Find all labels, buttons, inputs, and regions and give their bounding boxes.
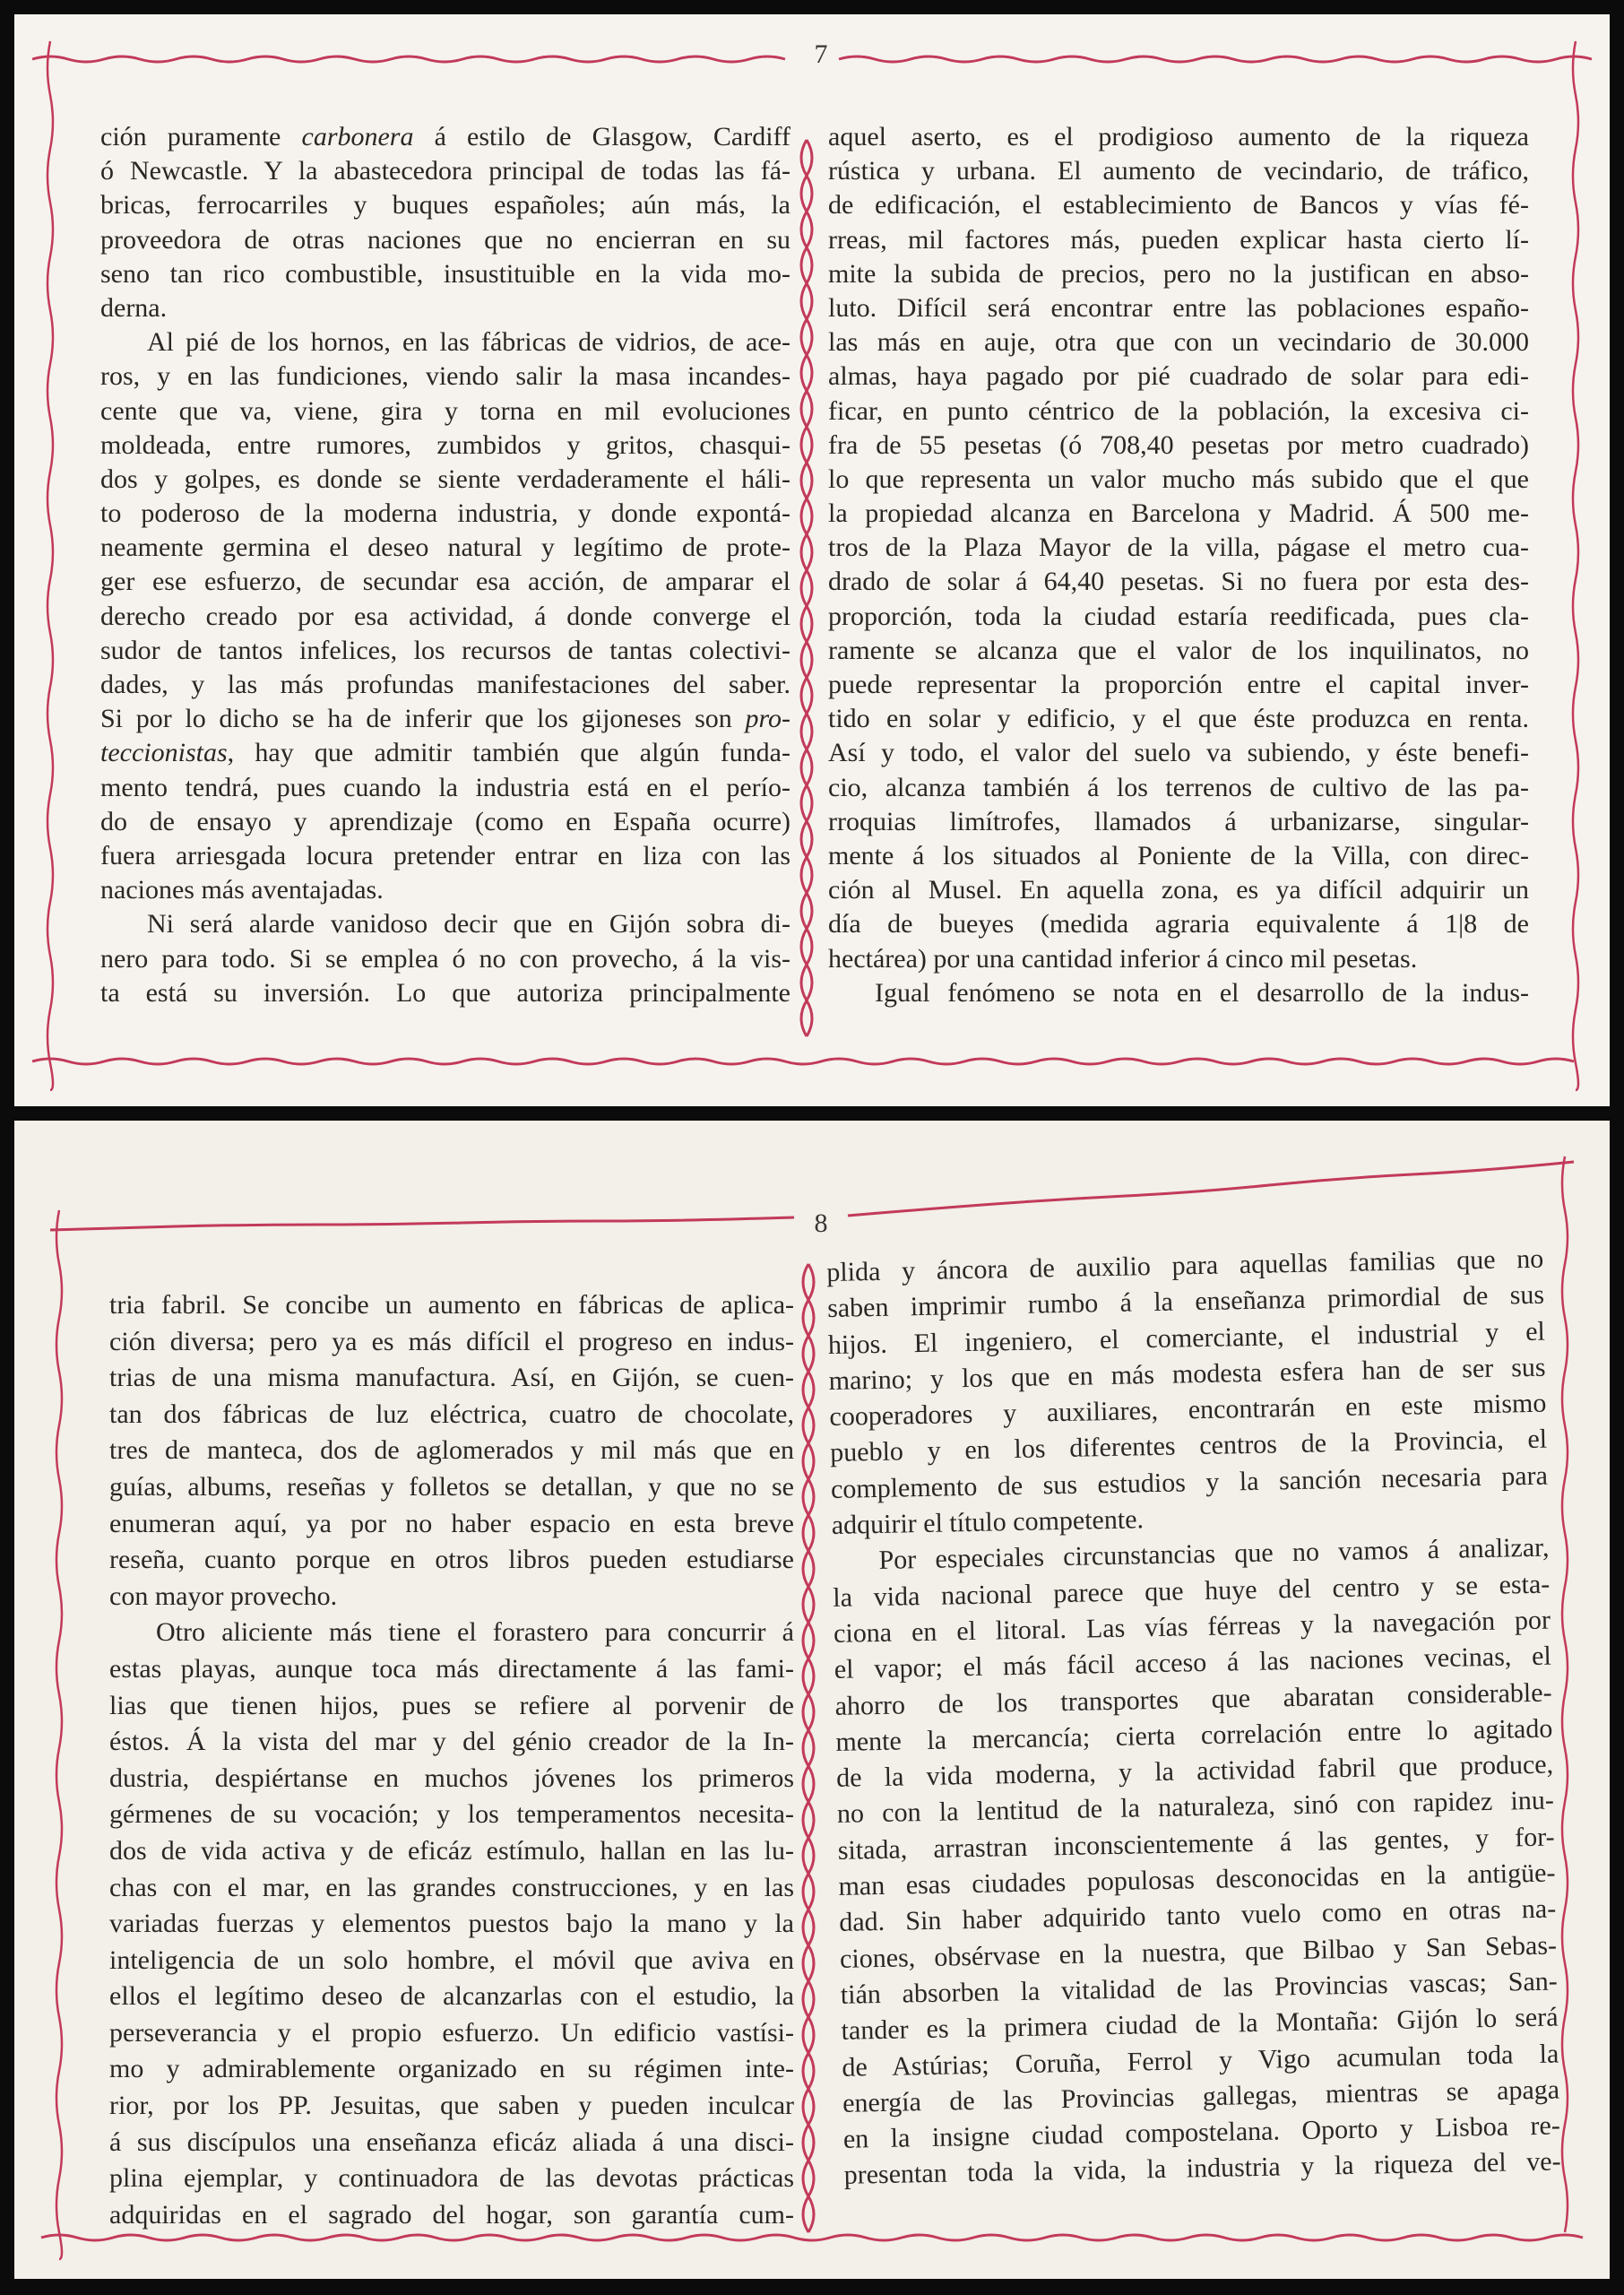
page-number: 7	[814, 39, 828, 69]
text-column-right	[828, 120, 1529, 1010]
text-line: mo y admirablemente organizado en su régimen inte-	[109, 2054, 794, 2084]
text-line: Al pié de los hornos, en las fábricas de vidrios, de ace-	[147, 327, 790, 358]
border-top-line-right	[848, 1162, 1574, 1216]
text-line: la propiedad alcanza en Barcelona y Madrid. Á 500 me-	[828, 498, 1529, 529]
text-line: presentan toda la vida, la industria y la riqueza del ve-	[843, 2146, 1561, 2191]
text-line: tres de manteca, dos de aglomerados y mil más que en	[109, 1435, 794, 1466]
text-line: neamente germina el deseo natural y legítimo de prote-	[100, 533, 790, 563]
text-line: ción diversa; pero ya es más difícil el progreso en indus-	[109, 1326, 794, 1356]
column-divider	[803, 1264, 814, 2232]
text-line: pueblo y en los diferentes centros de la Provincia, el	[829, 1425, 1548, 1468]
text-line: ramente se alcanza que el valor de los inquilinatos, no	[828, 635, 1529, 665]
text-line: Así y todo, el valor del suelo va subiendo, y éste benefi-	[828, 738, 1529, 768]
text-line: Otro aliciente más tiene el forastero para concurrir á	[156, 1617, 794, 1648]
text-line: mite la subida de precios, pero no la justifican en abso-	[828, 258, 1529, 289]
text-line: no con la lentitud de la naturaleza, sinó con rapidez inu-	[836, 1785, 1555, 1830]
text-line: marino; y los que en más modesta esfera han de ser sus	[828, 1352, 1546, 1396]
text-line: fuera arriesgada locura pretender entrar en liza con las	[100, 840, 790, 870]
text-line: do de ensayo y aprendizaje (como en España ocurre)	[100, 806, 790, 836]
text-line: de la vida moderna, y la actividad fabril que produce,	[835, 1749, 1554, 1794]
text-line: almas, haya pagado por pié cuadrado de solar para edi-	[828, 361, 1529, 392]
text-line: dustria, despiértanse en muchos jóvenes los primeros	[109, 1762, 794, 1793]
text-line: ó Newcastle. Y la abastecedora principal de todas las fá-	[100, 156, 790, 186]
text-line: moldeada, entre rumores, zumbidos y gritos, chasqui-	[100, 429, 790, 460]
text-column-right	[826, 1242, 1561, 2195]
text-line: ción puramente carbonera á estilo de Glasgow, Cardiff	[100, 122, 790, 152]
border-top-line-right	[839, 56, 1592, 62]
border-left-line	[48, 41, 53, 1090]
text-line: bricas, ferrocarriles y buques españoles; aún más, la	[100, 190, 790, 221]
text-line: gérmenes de su vocación; y los temperamentos necesita-	[109, 1799, 794, 1830]
text-line: el vapor; el más fácil acceso á las naciones vecinas, el	[834, 1641, 1552, 1685]
text-line: Si por lo dicho se ha de inferir que los gijoneses son pro-	[100, 704, 790, 734]
text-line: ellos el legítimo deseo de alcanzarlas con el estudio, la	[109, 1981, 794, 2012]
text-line: plina ejemplar, y continuadora de las devotas prácticas	[109, 2163, 794, 2194]
text-line: rreas, mil factores más, pueden explicar hasta cierto lí-	[828, 224, 1529, 255]
text-line: saben imprimir rumbo á la enseñanza primordial de sus	[826, 1279, 1545, 1324]
text-line: chas con el mar, en las grandes construcciones, y en las	[109, 1872, 794, 1902]
text-line: guías, albums, reseñas y folletos se detallan, y que no se	[109, 1471, 794, 1502]
text-line: mente á los situados al Poniente de la Villa, con direc-	[828, 840, 1529, 870]
text-line: éstos. Á la vista del mar y del génio creador de la In-	[109, 1727, 794, 1757]
text-line: derna.	[100, 292, 168, 323]
text-line: energía de las Provincias gallegas, mientras se apaga	[842, 2074, 1560, 2118]
text-line: ros, y en las fundiciones, viendo salir la masa incandes-	[100, 361, 790, 392]
text-line: en la insigne ciudad compostelana. Oporto y Lisboa re-	[842, 2110, 1561, 2154]
column-divider	[801, 140, 812, 1036]
text-line: á sus discípulos una enseñanza eficáz aliada á una disci-	[109, 2126, 794, 2157]
column-divider-mirror	[803, 1264, 814, 2232]
text-line: drado de solar á 64,40 pesetas. Si no fuera por esta des-	[828, 567, 1529, 597]
text-line: de Astúrias; Coruña, Ferrol y Vigo acumulan toda la	[842, 2039, 1559, 2083]
text-line: tián absorben la vitalidad de las Provincias vascas; San-	[840, 1966, 1559, 2010]
text-line: Ni será alarde vanidoso decir que en Gijón sobra di-	[147, 909, 790, 940]
text-line: trias de una misma manufactura. Así, en Gijón, se cuen-	[109, 1363, 794, 1393]
text-line: tander es la primera ciudad de la Montaña: Gijón lo será	[841, 2002, 1559, 2047]
text-line: cio, alcanza también á los terrenos de cultivo de las pa-	[828, 772, 1529, 802]
text-line: enumeran aquí, ya por no haber espacio en esta breve	[109, 1508, 794, 1538]
border-right-line	[1573, 41, 1578, 1090]
text-line: derecho creado por esa actividad, á donde converge el	[100, 601, 790, 631]
text-column-left	[109, 1287, 794, 2233]
text-line: inteligencia de un solo hombre, el móvil que aviva en	[109, 1944, 794, 1975]
text-line: tido en solar y edificio, y el que éste produzca en renta.	[828, 704, 1529, 734]
text-line: puede representar la proporción entre el capital inver-	[828, 670, 1529, 699]
text-line: ahorro de los transportes que abaratan considerable-	[834, 1677, 1552, 1721]
text-line: proporción, toda la ciudad estaría reedificada, pues cla-	[828, 601, 1529, 631]
text-line: mento tendrá, pues cuando la industria está en el perío-	[100, 772, 790, 802]
border-bottom-line	[41, 2235, 1583, 2240]
text-line: lias que tienen hijos, pues se refiere al porvenir de	[109, 1690, 794, 1720]
text-line: rústica y urbana. El aumento de vecindario, de tráfico,	[828, 156, 1529, 186]
text-line: las más en auje, otra que con un vecindario de 30.000	[828, 327, 1529, 358]
text-line: adquirir el título competente.	[831, 1504, 1145, 1541]
text-line: aquel aserto, es el prodigioso aumento de la riqueza	[828, 122, 1529, 152]
text-line: mente la mercancía; cierta correlación entre lo agitado	[835, 1713, 1553, 1757]
text-line: Igual fenómeno se nota en el desarrollo de la indus-	[875, 977, 1529, 1008]
text-line: luto. Difícil será encontrar entre las poblaciones españo-	[828, 292, 1529, 323]
text-line: de edificación, el establecimiento de Bancos y vías fé-	[828, 190, 1529, 221]
border-left-line	[56, 1210, 62, 2259]
text-line: dades, y las más profundas manifestaciones del saber.	[100, 670, 790, 699]
text-line: rior, por los PP. Jesuitas, que saben y pueden inculcar	[109, 2091, 794, 2121]
text-line: cente que va, viene, gira y torna en mil evoluciones	[100, 395, 790, 426]
text-line: to poderoso de la moderna industria, y donde expontá-	[100, 498, 790, 529]
text-line: adquiridas en el sagrado del hogar, son garantía cum-	[109, 2199, 794, 2230]
text-line: complemento de sus estudios y la sanción necesaria para	[830, 1460, 1549, 1504]
text-line: la vida nacional parece que huye del centro y se esta-	[833, 1569, 1551, 1613]
text-line: nero para todo. Si se emplea ó no con provecho, á la vis-	[100, 943, 790, 974]
text-line: ciona en el litoral. Las vías férreas y la navegación por	[833, 1605, 1551, 1649]
text-line: perseverancia y el propio esfuerzo. Un edificio vastísi-	[109, 2017, 794, 2048]
text-line: tan dos fábricas de luz eléctrica, cuatro de chocolate,	[109, 1399, 794, 1429]
column-divider-mirror	[801, 140, 812, 1036]
text-line: sudor de tantos infelices, los recursos de tantas colectivi-	[100, 635, 790, 665]
border-right-line	[1562, 1156, 1568, 2232]
page-8	[14, 1121, 1610, 2279]
text-column-left	[100, 120, 790, 1010]
text-line: ficar, en punto céntrico de la población, la excesiva ci-	[828, 395, 1529, 426]
border-bottom-line	[32, 1059, 1574, 1064]
text-line: ción al Musel. En aquella zona, es ya difícil adquirir un	[828, 875, 1529, 905]
text-line: sitada, arrastran inconscientemente á las gentes, y for-	[837, 1822, 1555, 1866]
text-line: dos y golpes, es donde se siente verdaderamente el háli-	[100, 463, 790, 494]
text-line: hijos. El ingeniero, el comerciante, el industrial y el	[827, 1316, 1546, 1360]
text-line: tros de la Plaza Mayor de la villa, págase el metro cua-	[828, 533, 1529, 563]
text-line: rroquias limítrofes, llamados á urbanizarse, singular-	[828, 806, 1529, 836]
text-line: ciones, obsérvase en la nuestra, que Bilbao y San Sebas-	[839, 1930, 1558, 1974]
page-7	[14, 14, 1610, 1106]
text-line: hectárea) por una cantidad inferior á cinco mil pesetas.	[828, 943, 1418, 974]
text-line: ta está su inversión. Lo que autoriza principalmente	[100, 977, 790, 1008]
text-line: día de bueyes (medida agraria equivalente á 1|8 de	[828, 909, 1529, 940]
border-top-line	[32, 56, 785, 62]
text-line: estas playas, aunque toca más directamente á las fami-	[109, 1653, 794, 1684]
text-line: teccionistas, hay que admitir también que algún funda-	[100, 738, 790, 768]
text-line: variadas fuerzas y elementos puestos bajo la mano y la	[109, 1909, 794, 1939]
text-line: ger ese esfuerzo, de secundar esa acción, de amparar el	[100, 567, 790, 597]
page-number: 8	[814, 1208, 828, 1238]
text-line: seno tan rico combustible, insustituible en la vida mo-	[100, 258, 790, 289]
border-top-line	[50, 1217, 794, 1230]
text-line: fra de 55 pesetas (ó 708,40 pesetas por metro cuadrado)	[828, 429, 1529, 460]
text-line: dad. Sin haber adquirido tanto vuelo como en otras na-	[838, 1893, 1557, 1938]
text-line: proveedora de otras naciones que no encierran en su	[100, 224, 790, 255]
text-line: con mayor provecho.	[109, 1581, 338, 1611]
text-line: dos de vida activa y de eficáz estímulo, hallan en las lu-	[109, 1835, 794, 1866]
text-line: tria fabril. Se concibe un aumento en fábricas de aplica-	[109, 1290, 794, 1320]
text-line: naciones más aventajadas.	[100, 875, 384, 905]
text-line: man esas ciudades populosas desconocidas en la antigüe-	[838, 1858, 1556, 1901]
text-line: cooperadores y auxiliares, encontrarán en este mismo	[829, 1388, 1547, 1433]
text-line: Por especiales circunstancias que no vamos á analizar,	[878, 1532, 1550, 1576]
text-line: plida y áncora de auxilio para aquellas familias que no	[826, 1243, 1544, 1287]
text-line: reseña, cuanto porque en otros libros pueden estudiarse	[109, 1545, 794, 1575]
text-line: lo que representa un valor mucho más subido que el que	[828, 463, 1529, 494]
